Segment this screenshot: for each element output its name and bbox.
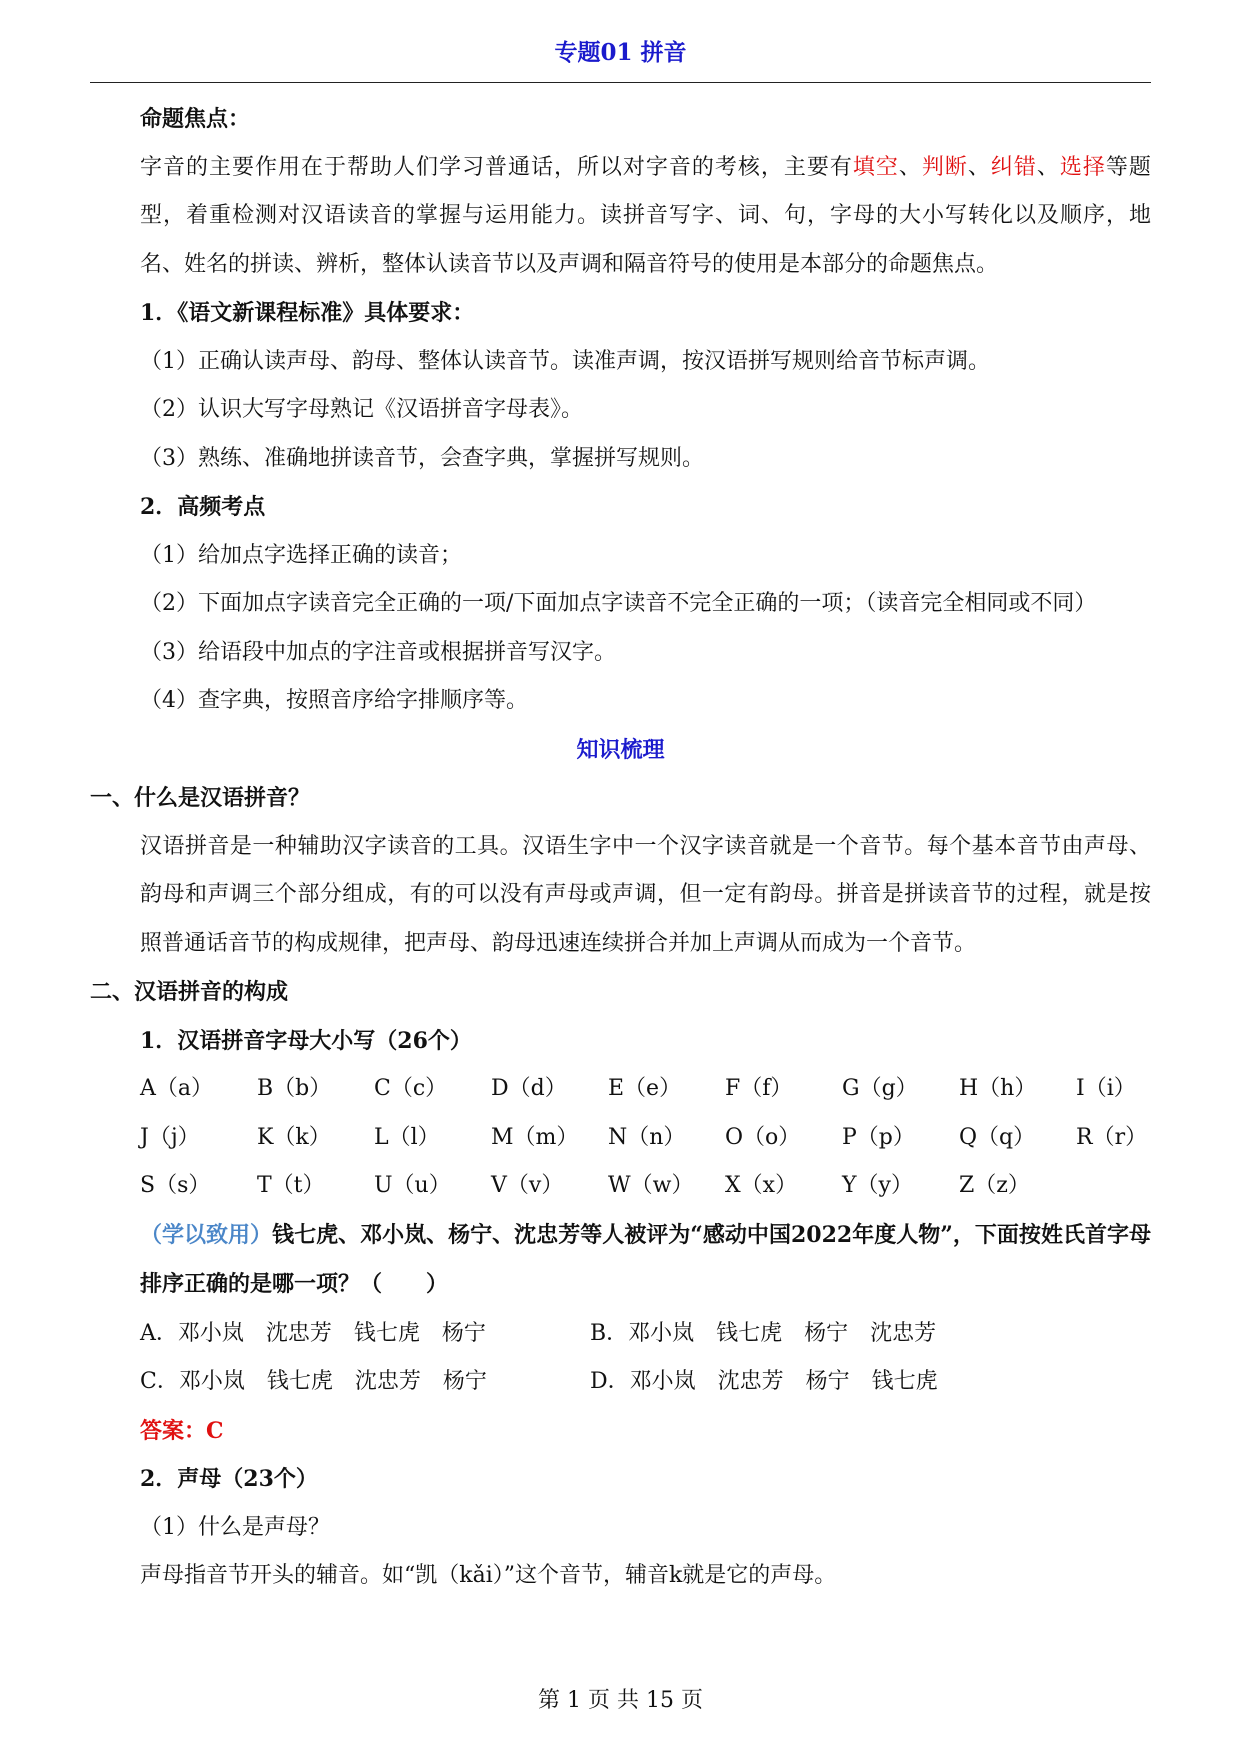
option-row [90,1358,1151,1407]
focus-paragraph [90,144,1151,290]
alphabet-letter: Z（z） [959,1173,1030,1198]
separator: 、 [1036,154,1060,180]
standard-item: （2）认识大写字母熟记《汉语拼音字母表》。 [140,397,583,422]
alphabet-letter: D（d） [491,1076,567,1101]
alphabet-letter: O（o） [725,1124,801,1150]
practice-question [90,1211,1151,1310]
alphabet-letter: K（k） [257,1124,331,1150]
practice-text: 钱七虎、邓小岚、杨宁、沈忠芳等人被评为“感动中国2022年度人物”，下面按姓氏首字母排序正确的是哪一项？（ ） [140,1221,1151,1297]
alphabet-letter: M（m） [491,1124,579,1150]
document-body [90,95,1151,1601]
alphabet-letter: E（e） [608,1076,682,1101]
alphabet-letter: G（g） [842,1076,918,1101]
section-body: 汉语拼音是一种辅助汉字读音的工具。汉语生字中一个汉字读音就是一个音节。每个基本音节由声母、韵母和声调三个部分组成，有的可以没有声母或声调，但一定有韵母。拼音是拼读音节的过程，就是按照普通话音节的构成规律，把声母、韵母迅速连续拼合并加上声调从而成为一个音节。 [140,833,1151,956]
keyword-correct: 纠错 [990,154,1037,180]
hot-heading: 2．高频考点 [140,494,266,520]
alphabet-letter: J（j） [140,1124,200,1150]
answer: 答案：C [140,1417,224,1444]
alphabet-letter: T（t） [257,1173,325,1198]
alphabet-letter: R（r） [1076,1124,1148,1150]
alphabet-letter: N（n） [608,1124,686,1150]
page-number: 第 1 页 共 15 页 [538,1688,703,1713]
hot-item: （3）给语段中加点的字注音或根据拼音写汉字。 [140,639,616,665]
alphabet-letter: L（l） [374,1124,440,1150]
section-heading: 二、汉语拼音的构成 [90,979,289,1005]
question-body: 声母指音节开头的辅音。如“凯（kǎi）”这个音节，辅音k就是它的声母。 [140,1563,837,1588]
option-row [90,1310,1151,1359]
alphabet-letter: V（v） [491,1173,564,1198]
alphabet-letter: F（f） [725,1076,793,1101]
alphabet-letter: S（s） [140,1173,211,1198]
hot-item: （4）查字典，按照音序给字排顺序等。 [140,688,528,713]
alphabet-letter: W（w） [608,1173,694,1198]
option-d: D．邓小岚 沈忠芳 杨宁 钱七虎 [590,1369,938,1394]
alphabet-letter: X（x） [725,1173,798,1198]
option-b: B．邓小岚 钱七虎 杨宁 沈忠芳 [590,1320,937,1346]
alphabet-row [90,1162,1151,1211]
standard-heading: 1．《语文新课程标准》具体要求： [140,300,475,326]
standard-item: （1）正确认读声母、韵母、整体认读音节。读准声调，按汉语拼写规则给音节标声调。 [140,348,990,374]
subsection-heading: 1．汉语拼音字母大小写（26个） [140,1027,472,1054]
alphabet-row [90,1065,1151,1114]
alphabet-letter: A（a） [140,1076,214,1101]
focus-text-b: 等题型，着重检测对汉语读音的掌握与运用能力。读拼音写字、词、句，字母的大小写转化以及顺序，地名、姓名的拼读、辨析，整体认读音节以及声调和隔音符号的使用是本部分的命题焦点。 [140,154,1151,277]
focus-heading: 命题焦点： [140,106,251,132]
subsection-heading: 2．声母（23个） [140,1466,318,1492]
keyword-fill: 填空 [852,154,899,180]
separator: 、 [967,154,991,180]
practice-tag: （学以致用） [140,1221,273,1248]
alphabet-letter: Q（q） [959,1124,1036,1150]
keyword-choice: 选择 [1059,154,1106,180]
option-a: A．邓小岚 沈忠芳 钱七虎 杨宁 [140,1320,486,1346]
section-title: 知识梳理 [576,736,665,763]
alphabet-letter: B（b） [257,1076,332,1101]
alphabet-letter: I（i） [1076,1076,1136,1101]
option-c: C．邓小岚 钱七虎 沈忠芳 杨宁 [140,1369,487,1394]
alphabet-letter: U（u） [374,1173,451,1198]
header-divider [90,82,1151,83]
alphabet-letter: C（c） [374,1076,448,1101]
alphabet-letter: H（h） [959,1076,1037,1101]
separator: 、 [898,154,922,180]
hot-item: （1）给加点字选择正确的读音； [140,542,462,568]
standard-item: （3）熟练、准确地拼读音节，会查字典，掌握拼写规则。 [140,445,704,471]
alphabet-row [90,1114,1151,1163]
alphabet-letter: Y（y） [842,1173,913,1198]
hot-item: （2）下面加点字读音完全正确的一项/下面加点字读音不完全正确的一项；（读音完全相同或不同） [140,591,1097,616]
section-heading: 一、什么是汉语拼音？ [90,785,311,811]
keyword-judge: 判断 [921,154,968,180]
alphabet-letter: P（p） [842,1124,915,1150]
question: （1）什么是声母？ [140,1514,330,1540]
focus-text-a: 字音的主要作用在于帮助人们学习普通话，所以对字音的考核，主要有 [140,154,853,180]
page-title: 专题01 拼音 [554,39,687,66]
